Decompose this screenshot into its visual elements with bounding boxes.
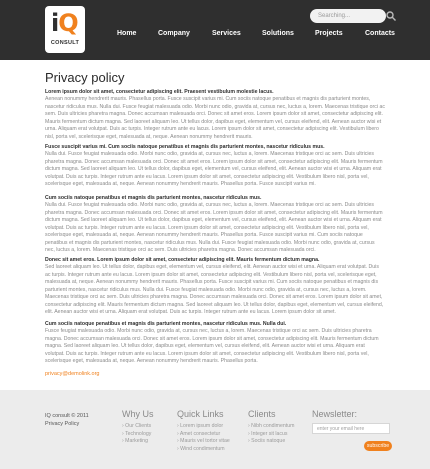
footer-col-why-us bbox=[122, 409, 154, 446]
policy-section bbox=[45, 89, 385, 141]
search-input[interactable]: Searching... bbox=[310, 9, 386, 23]
section-heading: Cum sociis natoque penatibus et magnis dis parturient montes, nascetur ridiculus mus. Nulla dui. bbox=[45, 321, 287, 327]
footer-link[interactable]: › Mauris vel tortor vitae bbox=[177, 438, 230, 446]
section-heading: Lorem ipsum dolor sit amet, consectetur adipiscing elit. Praesent vestibulum molestie lacus. bbox=[45, 89, 274, 95]
site-logo[interactable] bbox=[45, 6, 85, 53]
privacy-policy-link[interactable]: Privacy Policy bbox=[45, 421, 80, 427]
footer-link[interactable]: › Nibh condimentum bbox=[248, 423, 294, 431]
nav-projects[interactable]: Projects bbox=[315, 30, 343, 37]
footer-link[interactable]: › Amet consectetur bbox=[177, 431, 230, 439]
nav-solutions[interactable]: Solutions bbox=[262, 30, 294, 37]
section-heading: Donec sit amet eros. Lorem ipsum dolor sit amet, consectetur adipiscing elit. Mauris fermentum dictum magna. bbox=[45, 257, 320, 263]
subscribe-button[interactable]: subscribe bbox=[364, 441, 392, 451]
section-text: Nulla dui. Fusce feugiat malesuada odio. Morbi nunc odio, gravida at, cursus nec, luctus a, lorem. Maecenas tristique orci ac sem. Duis ultricies pharetra magna. Donec accumsan malesuada orci. Donec sit amet eros. Lorem ipsum dolor sit amet, consectetur adipiscing elit. Mauris fermentum dictum magna. Sed laoreet aliquam leo. Ut tellus dolor, dapibus eget, elementum vel, cursus eleifend, elit. Aenean auctor wisi et urna. Aliquam erat volutpat. Duis ac turpis. Integer rutrum ante eu lacus. Lorem ipsum dolor sit amet, consectetur adipiscing elit. Vestibulum libero nisl, porta vel, scelerisque eget, malesuada at, neque. Aenean nonummy hendrerit mauris. Phasellus porta. Fusce suscipit varius mi. Cum sociis natoque penatibus et magnis dis parturient montes, nascetur ridiculus mus. Nulla dui. Fusce feugiat malesuada odio. Morbi nunc odio, gravida at, cursus nec, luctus a, lorem. Maecenas tristique orci ac sem. Duis ultricies pharetra magna. Donec accumsan malesuada orci. bbox=[45, 202, 383, 253]
footer-copyright bbox=[45, 412, 89, 428]
newsletter-heading: Newsletter: bbox=[312, 409, 358, 419]
logo-subtitle: CONSULT bbox=[50, 40, 80, 46]
footer-col-quick-links bbox=[177, 409, 230, 453]
site-footer bbox=[0, 390, 430, 469]
footer-link[interactable]: › Lorem ipsum dolor bbox=[177, 423, 230, 431]
section-heading: Cum sociis natoque penatibus et magnis dis parturient montes, nascetur ridiculus mus. bbox=[45, 195, 262, 201]
policy-section bbox=[45, 257, 385, 317]
section-text: Fusce feugiat malesuada odio. Morbi nunc odio, gravida at, cursus nec, luctus a, lorem. Maecenas tristique orci ac sem. Duis ultricies pharetra magna. Donec accumsan malesuada orci. Donec sit amet eros. Lorem ipsum dolor sit amet, consectetur adipiscing elit. Mauris fermentum dictum magna. Sed laoreet aliquam leo. Ut tellus dolor, dapibus eget, elementum vel, cursus eleifend, elit. Aenean auctor wisi et urna. Aliquam erat volutpat. Duis ac turpis. Integer rutrum ante eu lacus. Lorem ipsum dolor sit amet, consectetur adipiscing elit. Vestibulum libero nisl, porta vel, scelerisque eget, malesuada at, neque. Aenean nonummy hendrerit mauris. Phasellus porta. bbox=[45, 328, 379, 364]
logo-mark-i: i bbox=[51, 9, 59, 37]
nav-home[interactable]: Home bbox=[117, 30, 137, 37]
copyright-text: IQ consult © 2011 bbox=[45, 413, 89, 419]
footer-link[interactable]: › Marketing bbox=[122, 438, 154, 446]
site-header bbox=[0, 0, 430, 60]
section-text: Nulla dui. Fusce feugiat malesuada odio. Morbi nunc odio, gravida at, cursus nec, luctus a, lorem. Maecenas tristique orci ac sem. Duis ultricies pharetra magna. Donec accumsan malesuada orci. Donec sit amet eros. Lorem ipsum dolor sit amet, consectetur adipiscing elit. Mauris fermentum dictum magna. Sed laoreet aliquam leo. Ut tellus dolor, dapibus eget, elementum vel, cursus eleifend, elit. Aenean auctor wisi et urna. Aliquam erat volutpat. Duis ac turpis. Integer rutrum ante eu lacus. Lorem ipsum dolor sit amet, consectetur adipiscing elit. Vestibulum libero nisl, porta vel, scelerisque eget, malesuada at, neque. Aenean nonummy hendrerit mauris. Phasellus porta. Fusce suscipit varius mi. bbox=[45, 151, 383, 187]
policy-section bbox=[45, 195, 385, 255]
section-heading: Fusce suscipit varius mi. Cum sociis natoque penatibus et magnis dis parturient montes, nascetur ridiculus mus. bbox=[45, 144, 325, 150]
main-nav bbox=[105, 30, 400, 40]
footer-link[interactable]: › Integer sit lacus bbox=[248, 431, 294, 439]
nav-company[interactable]: Company bbox=[158, 30, 190, 37]
footer-heading: Why Us bbox=[122, 409, 154, 419]
policy-section bbox=[45, 144, 385, 189]
footer-link[interactable]: › Our Clients bbox=[122, 423, 154, 431]
newsletter-email-input[interactable]: enter your email here bbox=[312, 423, 390, 434]
page-title: Privacy policy bbox=[45, 70, 125, 85]
section-text: Aenean nonummy hendrerit mauris. Phasellus porta. Fusce suscipit varius mi. Cum sociis natoque penatibus et magnis dis parturient montes, nascetur ridiculus mus. Nulla dui. Fusce feugiat malesuada odio. Morbi nunc odio, gravida at, cursus nec, luctus a, lorem. Maecenas tristique orci ac sem. Duis ultricies pharetra magna. Donec accumsan malesuada orci. Donec sit amet eros. Lorem ipsum dolor sit amet, consectetur adipiscing elit. Mauris fermentum dictum magna. Sed laoreet aliquam leo. Ut tellus dolor, dapibus eget, elementum vel, cursus eleifend, elit. Aenean auctor wisi et urna. Aliquam erat volutpat. Duis ac turpis. Integer rutrum ante eu lacus. Lorem ipsum dolor sit amet, consectetur adipiscing elit. Vestibulum libero nisl, porta vel, scelerisque eget, malesuada at, neque. Aenean nonummy hendrerit mauris. bbox=[45, 96, 385, 140]
footer-link[interactable]: › Technology bbox=[122, 431, 154, 439]
newsletter-block bbox=[312, 409, 392, 451]
section-text: Sed laoreet aliquam leo. Ut tellus dolor, dapibus eget, elementum vel, cursus eleifend, elit. Aenean auctor wisi et urna. Aliquam erat volutpat. Duis ac turpis. Integer rutrum ante eu lacus. Lorem ipsum dolor sit amet, consectetur adipiscing elit. Vestibulum libero nisl, porta vel, scelerisque eget, malesuada at, neque. Aenean nonummy hendrerit mauris. Phasellus porta. Fusce suscipit varius mi. Cum sociis natoque penatibus et magnis dis parturient montes, nascetur ridiculus mus. Nulla dui. Fusce feugiat malesuada odio. Morbi nunc odio, gravida at, cursus nec, luctus a, lorem. Maecenas tristique orci ac sem. Duis ultricies pharetra magna. Donec accumsan malesuada orci. Donec sit amet eros. Lorem ipsum dolor sit amet, consectetur adipiscing elit. Mauris fermentum dictum magna. Sed laoreet aliquam leo. Ut tellus dolor, dapibus eget, elementum vel, cursus eleifend, elit. Aenean auctor wisi et urna. Aliquam erat volutpat. Duis ac turpis. Integer rutrum ante eu lacus. Lorem ipsum dolor sit amet. bbox=[45, 264, 384, 315]
footer-link[interactable]: › Wind condimentum bbox=[177, 446, 230, 454]
contact-email-link[interactable]: privacy@demolink.org bbox=[45, 371, 100, 377]
footer-heading: Quick Links bbox=[177, 409, 224, 419]
policy-section bbox=[45, 321, 385, 366]
search-icon[interactable] bbox=[385, 10, 397, 22]
logo-mark-q: Q bbox=[58, 9, 78, 37]
footer-link[interactable]: › Sociis natoque bbox=[248, 438, 294, 446]
nav-contacts[interactable]: Contacts bbox=[365, 30, 395, 37]
footer-col-clients bbox=[248, 409, 294, 446]
nav-services[interactable]: Services bbox=[212, 30, 241, 37]
footer-heading: Clients bbox=[248, 409, 276, 419]
